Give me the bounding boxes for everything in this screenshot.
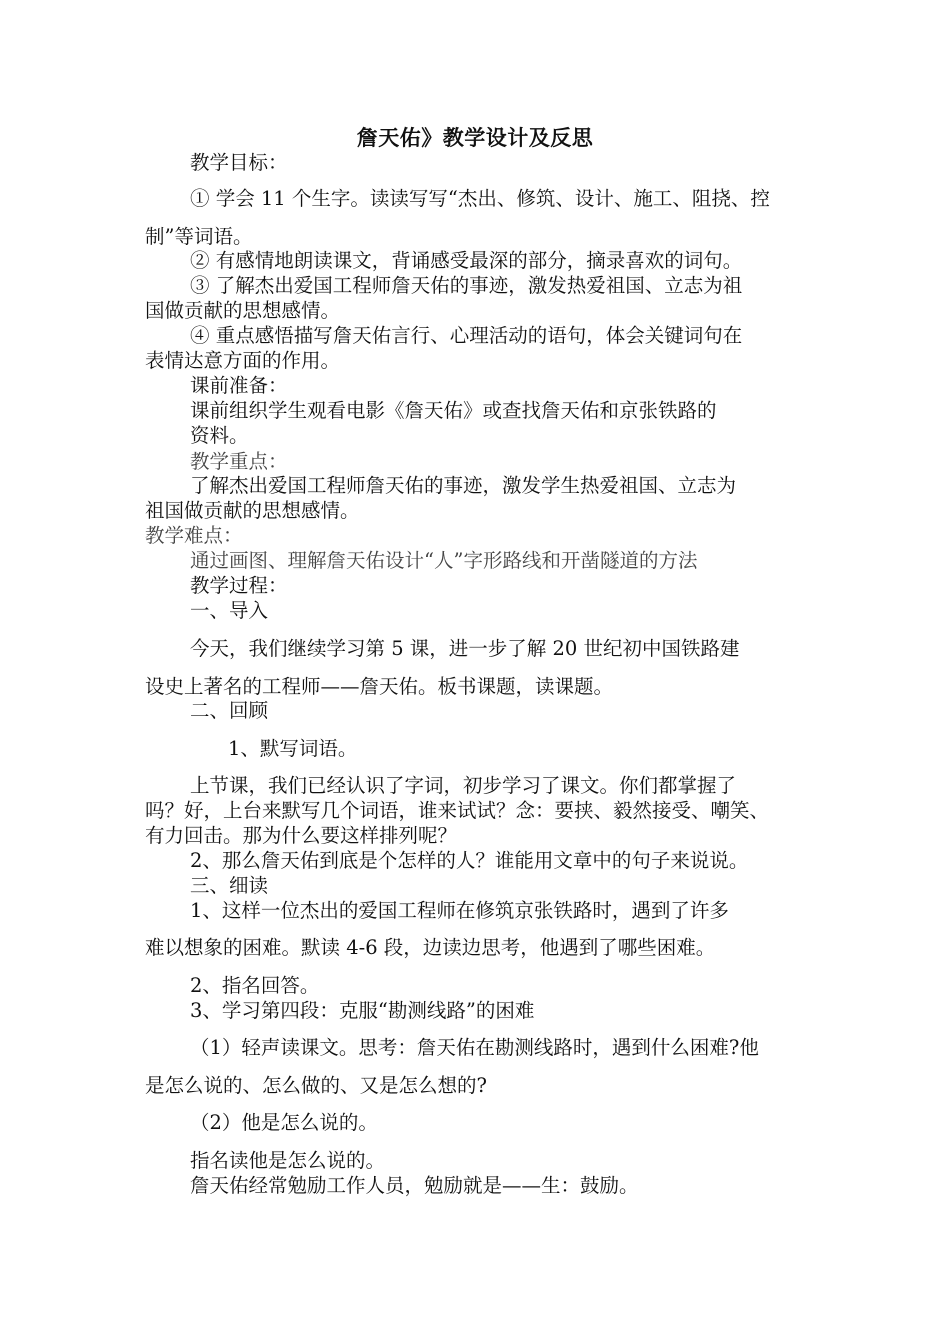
text-line: 1、默写词语。	[228, 737, 358, 760]
section-heading: 一、导入	[190, 599, 269, 622]
text-line: 2、指名回答。	[190, 974, 320, 997]
section-label: 课前准备：	[190, 374, 288, 397]
text-line: 2、那么詹天佑到底是个怎样的人？谁能用文章中的句子来说说。	[190, 849, 749, 872]
text-line: 3、学习第四段：克服“勘测线路”的困难	[190, 999, 535, 1022]
text-line: 设史上著名的工程师——詹天佑。板书课题，读课题。	[145, 675, 614, 698]
text-line: 通过画图、理解詹天佑设计“人”字形路线和开凿隧道的方法	[190, 549, 698, 572]
text-line: 难以想象的困难。默读 4-6 段，边读边思考，他遇到了哪些困难。	[145, 936, 716, 959]
text-line: 詹天佑经常勉励工作人员，勉励就是——生：鼓励。	[190, 1174, 639, 1197]
text-line: 了解杰出爱国工程师詹天佑的事迹，激发学生热爱祖国、立志为	[190, 474, 737, 497]
text-line: 指名读他是怎么说的。	[190, 1149, 386, 1172]
section-heading: 三、细读	[190, 874, 269, 897]
text-line: 1、这样一位杰出的爱国工程师在修筑京张铁路时，遇到了许多	[190, 899, 729, 922]
text-line: （1）轻声读课文。思考：詹天佑在勘测线路时，遇到什么困难?他	[190, 1036, 759, 1059]
section-label: 教学难点：	[145, 524, 243, 547]
text-line: 今天，我们继续学习第 5 课，进一步了解 20 世纪初中国铁路建	[190, 637, 740, 660]
text-line: ③ 了解杰出爱国工程师詹天佑的事迹，激发热爱祖国、立志为祖	[190, 274, 743, 297]
text-line: 是怎么说的、怎么做的、又是怎么想的?	[145, 1074, 487, 1097]
section-heading: 二、回顾	[190, 699, 269, 722]
text-line: 制”等词语。	[145, 225, 253, 248]
text-line: 资料。	[190, 424, 249, 447]
text-line: 国做贡献的思想感情。	[145, 299, 341, 322]
text-line: 教学目标：	[190, 151, 288, 174]
text-line: （2）他是怎么说的。	[190, 1111, 378, 1134]
text-line: 吗？好，上台来默写几个词语，谁来试试？念：要挟、毅然接受、嘲笑、	[145, 799, 770, 822]
text-line: ① 学会 11 个生字。读读写写“杰出、修筑、设计、施工、阻挠、控	[190, 187, 770, 210]
text-line: 有力回击。那为什么要这样排列呢？	[145, 824, 458, 847]
text-line: ② 有感情地朗读课文，背诵感受最深的部分，摘录喜欢的词句。	[190, 249, 743, 272]
text-line: 祖国做贡献的思想感情。	[145, 499, 360, 522]
section-label: 教学过程：	[190, 574, 288, 597]
text-line: 上节课，我们已经认识了字词，初步学习了课文。你们都掌握了	[190, 774, 737, 797]
document-title: 詹天佑》教学设计及反思	[356, 125, 594, 150]
text-line: 课前组织学生观看电影《詹天佑》或查找詹天佑和京张铁路的	[190, 399, 717, 422]
text-line: ④ 重点感悟描写詹天佑言行、心理活动的语句，体会关键词句在	[190, 324, 743, 347]
section-label: 教学重点：	[190, 450, 288, 473]
text-line: 表情达意方面的作用。	[145, 349, 341, 372]
